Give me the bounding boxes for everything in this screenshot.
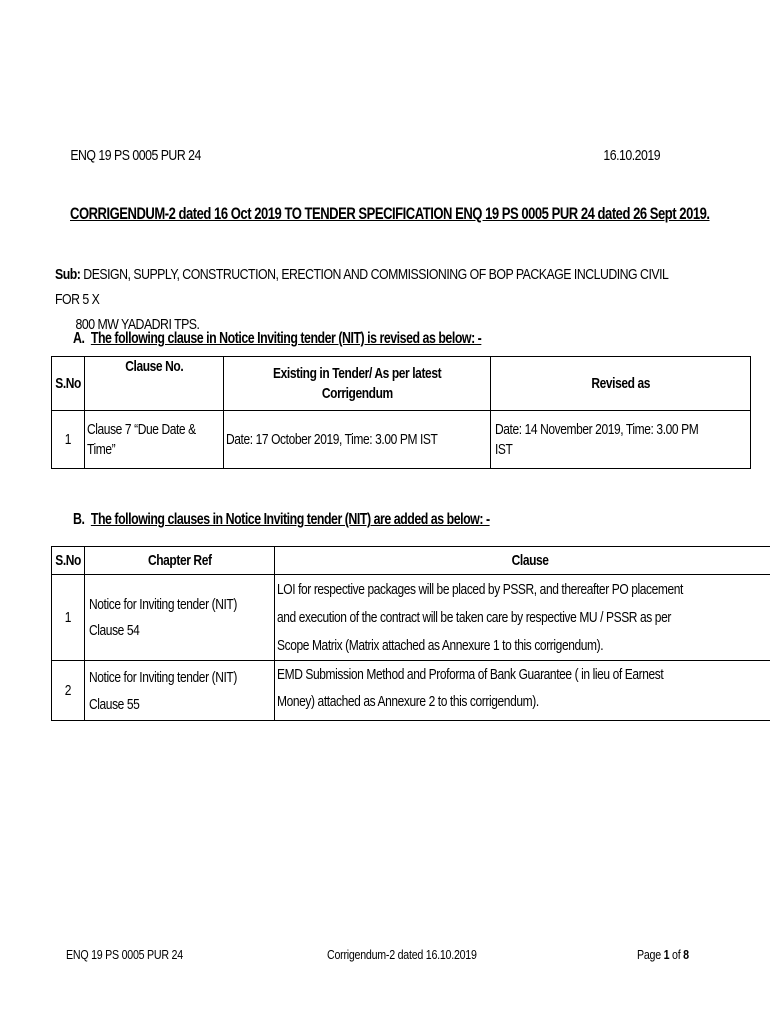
header-sno: S.No bbox=[52, 357, 85, 411]
section-a-letter: A. bbox=[73, 330, 85, 347]
document-reference: ENQ 19 PS 0005 PUR 24 bbox=[70, 147, 201, 164]
subject bbox=[55, 262, 695, 337]
section-b-heading bbox=[73, 511, 490, 529]
cell-sno: 1 bbox=[52, 575, 85, 661]
header-revised: Revised as bbox=[491, 357, 750, 411]
page-total: 8 bbox=[683, 947, 689, 962]
revised-clause-table bbox=[51, 356, 751, 469]
cell-sno: 1 bbox=[52, 411, 85, 469]
document-title: CORRIGENDUM-2 dated 16 Oct 2019 TO TENDER SPECIFICATION ENQ 19 PS 0005 PUR 24 dated 26 Sept 2019. bbox=[70, 205, 710, 223]
section-a-text: The following clause in Notice Inviting tender (NIT) is revised as below: - bbox=[90, 330, 482, 347]
header-clause: Clause bbox=[275, 547, 770, 575]
footer-corrigendum: Corrigendum-2 dated 16.10.2019 bbox=[327, 947, 477, 962]
header-chapter-ref: Chapter Ref bbox=[85, 547, 275, 575]
header-clause-no: Clause No. bbox=[85, 357, 224, 411]
page-of: of bbox=[672, 947, 681, 962]
cell-chapter-ref: Notice for Inviting tender (NIT) Clause 54 bbox=[85, 575, 275, 661]
page-current: 1 bbox=[663, 947, 670, 962]
cell-sno: 2 bbox=[52, 661, 85, 721]
footer-page-number bbox=[637, 947, 689, 962]
footer-reference: ENQ 19 PS 0005 PUR 24 bbox=[66, 947, 183, 962]
cell-clause: LOI for respective packages will be placed by PSSR, and thereafter PO placement and execution of the contract will be taken care by respective MU / PSSR as per Scope Matrix (Matrix attached as Annexure 1 to this corrigendum). bbox=[275, 575, 770, 661]
added-clauses-table bbox=[51, 546, 770, 721]
header-existing: Existing in Tender/ As per latest Corrigendum bbox=[224, 357, 491, 411]
cell-revised: Date: 14 November 2019, Time: 3.00 PM IST bbox=[491, 411, 750, 469]
subject-line-1: DESIGN, SUPPLY, CONSTRUCTION, ERECTION AND COMMISSIONING OF BOP PACKAGE INCLUDING CIVIL FOR 5 X bbox=[55, 266, 668, 308]
table-row bbox=[52, 575, 770, 661]
table-header-row bbox=[52, 357, 751, 411]
header-sno: S.No bbox=[52, 547, 85, 575]
section-b-letter: B. bbox=[73, 511, 85, 528]
table-header-row bbox=[52, 547, 770, 575]
cell-clause: EMD Submission Method and Proforma of Bank Guarantee ( in lieu of Earnest Money) attached as Annexure 2 to this corrigendum). bbox=[275, 661, 770, 721]
subject-label: Sub: bbox=[55, 266, 81, 283]
table-row bbox=[52, 661, 770, 721]
section-a-heading bbox=[73, 330, 481, 348]
table-row bbox=[52, 411, 751, 469]
document-date: 16.10.2019 bbox=[603, 147, 660, 164]
cell-clause-no: Clause 7 “Due Date & Time” bbox=[85, 411, 224, 469]
cell-existing: Date: 17 October 2019, Time: 3.00 PM IST bbox=[224, 411, 491, 469]
cell-chapter-ref: Notice for Inviting tender (NIT) Clause 55 bbox=[85, 661, 275, 721]
page-word: Page bbox=[637, 947, 661, 962]
section-b-text: The following clauses in Notice Inviting tender (NIT) are added as below: - bbox=[90, 511, 490, 528]
subject-line-2: 800 MW YADADRI TPS. bbox=[75, 316, 200, 333]
